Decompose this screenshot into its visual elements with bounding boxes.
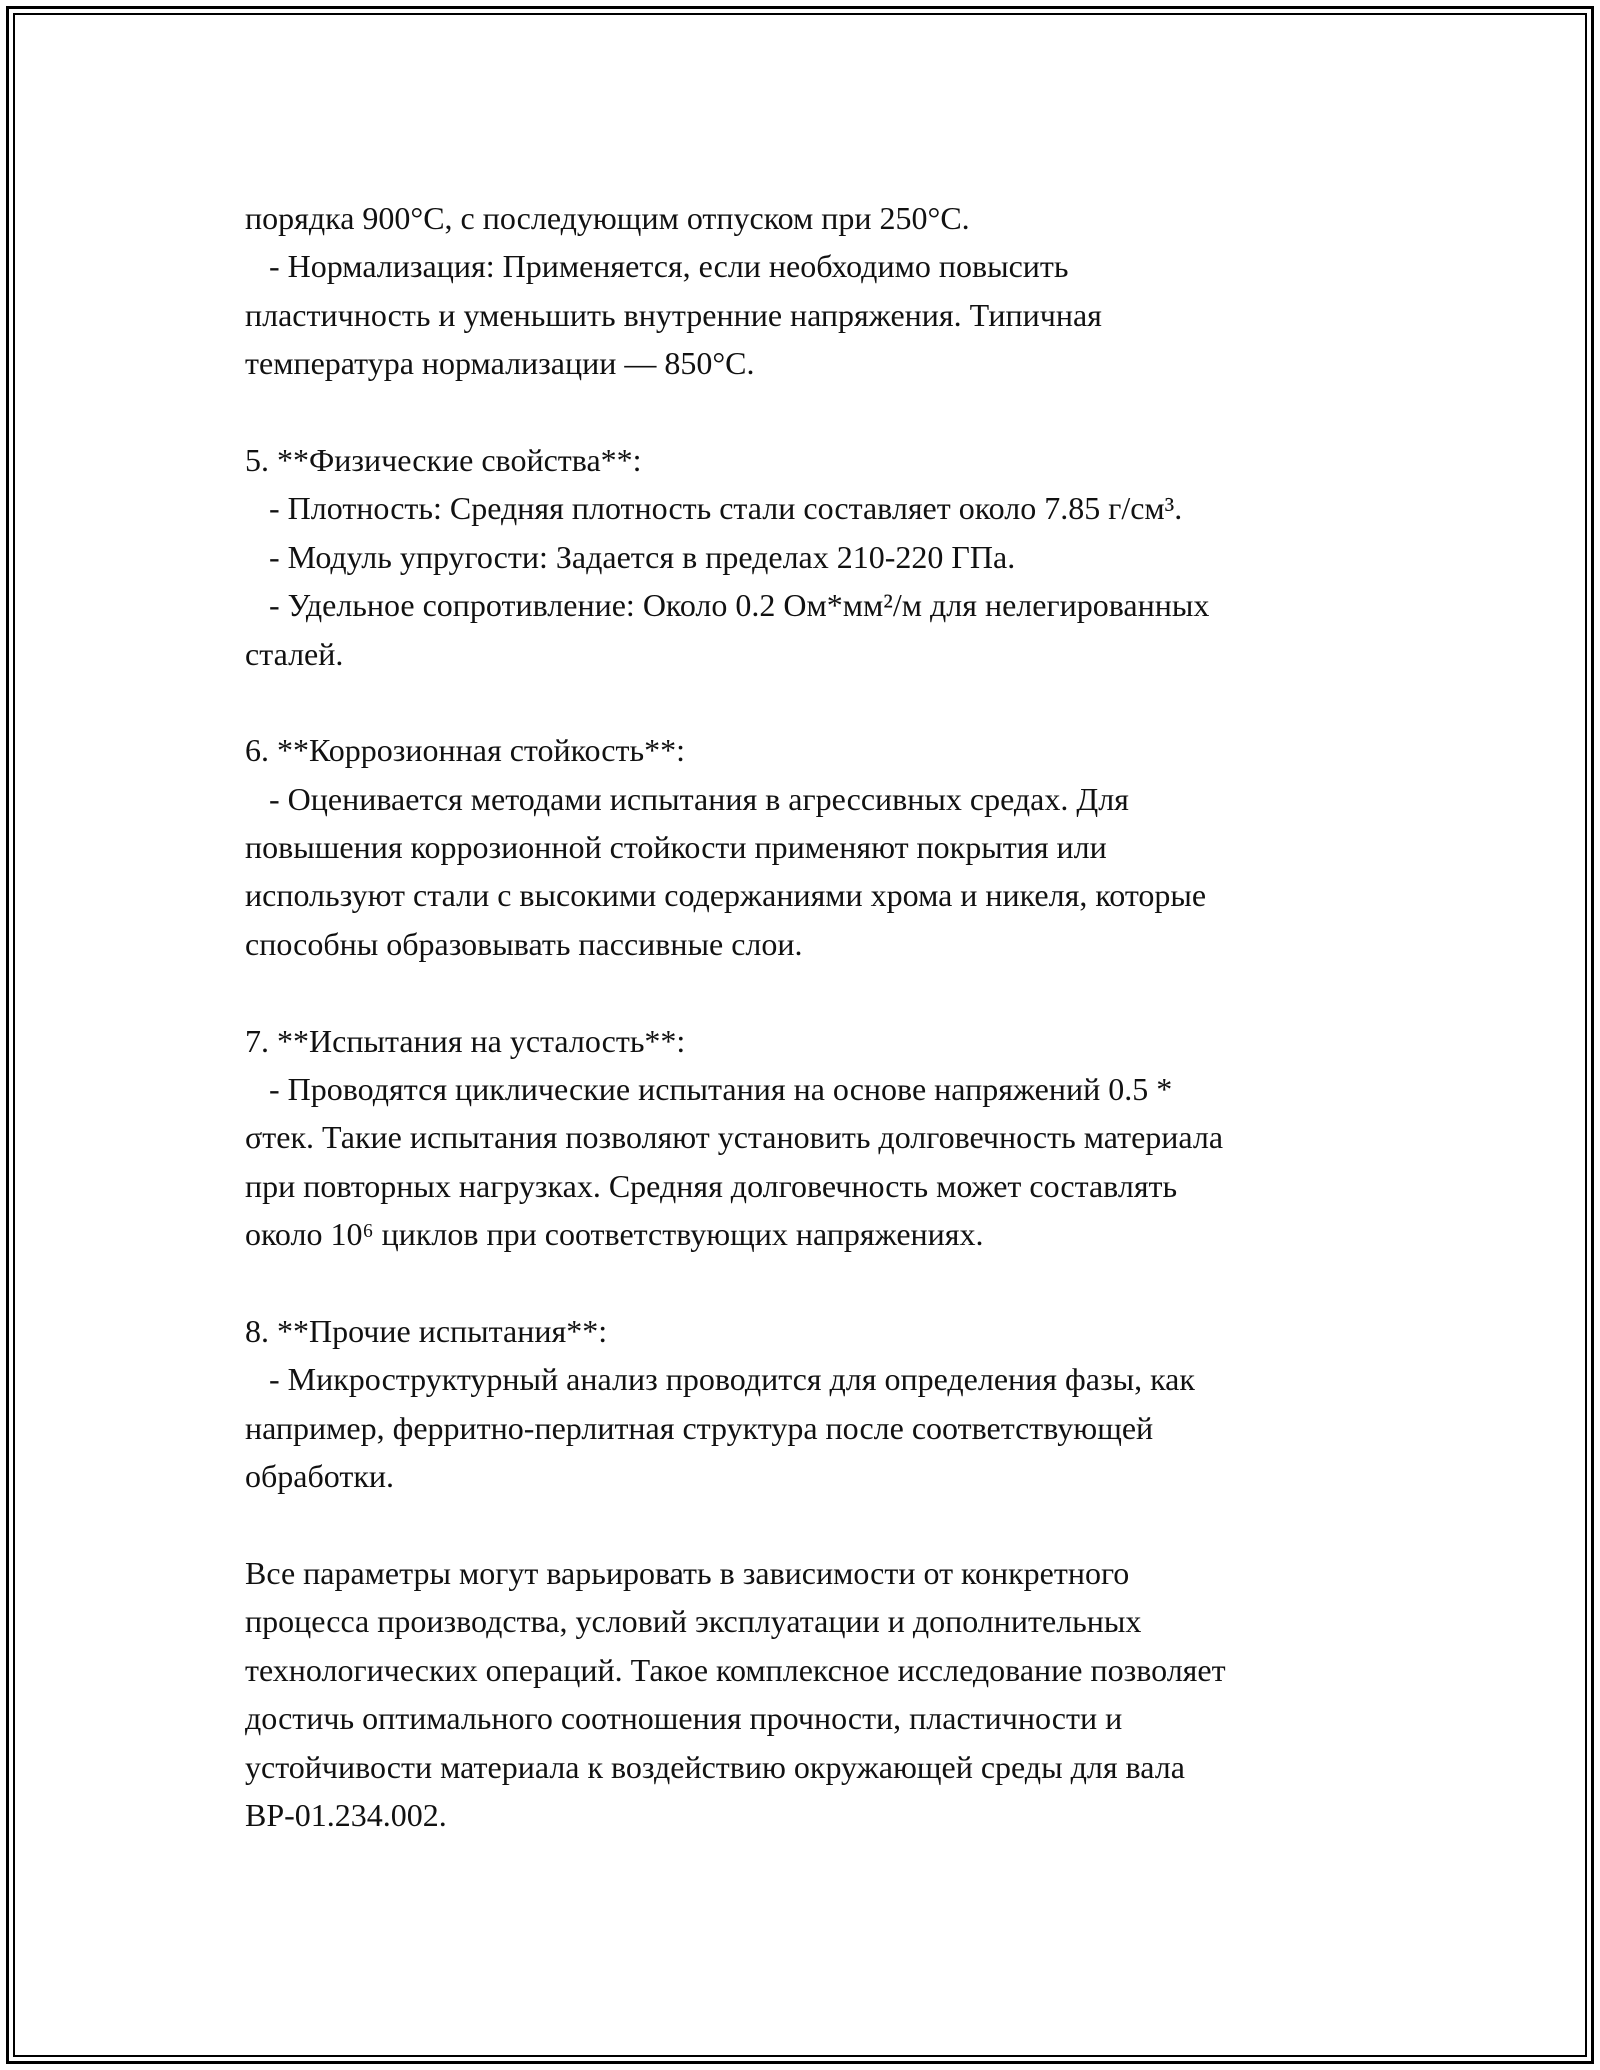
text-line: - Модуль упругости: Задается в пределах 210-220 ГПа. bbox=[245, 538, 1016, 575]
text-line: обработки. bbox=[245, 1458, 394, 1495]
text-line: порядка 900°C, с последующим отпуском при 250°C. bbox=[245, 200, 970, 236]
text-line: - Оценивается методами испытания в агрессивных средах. Для bbox=[245, 780, 1129, 817]
text-line: - Удельное сопротивление: Около 0.2 Ом*мм²/м для нелегированных bbox=[245, 587, 1210, 624]
section-heading-other-tests: 8. **Прочие испытания**: bbox=[245, 1312, 608, 1349]
text-line: - Плотность: Средняя плотность стали составляет около 7.85 г/см³. bbox=[245, 490, 1183, 527]
blank-line bbox=[245, 1501, 1395, 1549]
section-heading-corrosion-resistance: 6. **Коррозионная стойкость**: bbox=[245, 732, 685, 769]
conclusion-line: устойчивости материала к воздействию окружающей среды для вала bbox=[245, 1748, 1185, 1785]
text-line: используют стали с высокими содержаниями хрома и никеля, которые bbox=[245, 877, 1207, 914]
blank-line bbox=[245, 1259, 1395, 1307]
text-line: способны образовывать пассивные слои. bbox=[245, 925, 803, 962]
conclusion-line: технологических операций. Такое комплексное исследование позволяет bbox=[245, 1651, 1226, 1688]
document-body bbox=[245, 194, 1395, 1839]
text-line: например, ферритно-перлитная структура после соответствующей bbox=[245, 1409, 1154, 1446]
blank-line bbox=[245, 388, 1395, 436]
conclusion-line: процесса производства, условий эксплуатации и дополнительных bbox=[245, 1603, 1142, 1640]
conclusion-line: Все параметры могут варьировать в зависимости от конкретного bbox=[245, 1554, 1130, 1591]
blank-line bbox=[245, 968, 1395, 1016]
conclusion-line: ВР-01.234.002. bbox=[245, 1796, 447, 1833]
text-line: σтек. Такие испытания позволяют установить долговечность материала bbox=[245, 1119, 1224, 1156]
text-line: повышения коррозионной стойкости применяют покрытия или bbox=[245, 829, 1107, 866]
text-line: - Нормализация: Применяется, если необходимо повысить bbox=[245, 248, 1069, 285]
text-line: - Проводятся циклические испытания на основе напряжений 0.5 * bbox=[245, 1071, 1173, 1108]
page-frame bbox=[6, 6, 1594, 2064]
text-line: при повторных нагрузках. Средняя долговечность может составлять bbox=[245, 1167, 1178, 1204]
text-line: температура нормализации — 850°C. bbox=[245, 345, 755, 382]
section-heading-physical-properties: 5. **Физические свойства**: bbox=[245, 441, 642, 478]
section-heading-fatigue-tests: 7. **Испытания на усталость**: bbox=[245, 1022, 686, 1059]
blank-line bbox=[245, 678, 1395, 726]
conclusion-line: достичь оптимального соотношения прочности, пластичности и bbox=[245, 1700, 1123, 1737]
text-line: пластичность и уменьшить внутренние напряжения. Типичная bbox=[245, 296, 1102, 333]
text-line: сталей. bbox=[245, 635, 344, 672]
text-line: - Микроструктурный анализ проводится для определения фазы, как bbox=[245, 1361, 1195, 1398]
text-line: около 10⁶ циклов при соответствующих напряжениях. bbox=[245, 1216, 984, 1253]
